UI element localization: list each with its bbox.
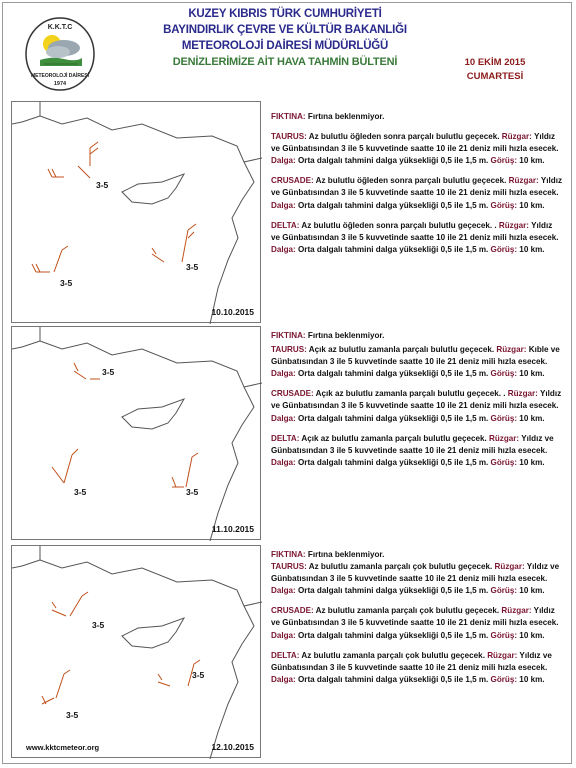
forecast-label: TAURUS:	[271, 132, 307, 142]
forecast-text: Orta dalgalı tahmini dalga yüksekliği 0,5 ile 1,5 m.	[295, 413, 491, 423]
forecast-text: Yıldız ve Günbatısından 3 ile 5 kuvvetinde saatte 10 ile 21 deniz mili hızla esecek.	[271, 389, 562, 411]
forecast-text: Orta dalgalı tahmini dalga yüksekliği 0,5 ile 1,5 m.	[295, 586, 491, 596]
forecast-label: Dalga:	[271, 457, 296, 467]
forecast-label: Görüş:	[490, 457, 518, 467]
forecast-label: Rüzgar:	[487, 650, 518, 660]
forecast-text-2	[271, 330, 563, 477]
forecast-text: Açık az bulutlu zamanla parçalı bulutlu geçecek.	[306, 345, 497, 355]
forecast-text: Yıldız ve Günbatısından 3 ile 5 kuvvetinde saatte 10 ile 21 deniz mili hızla esecek.	[271, 433, 554, 455]
forecast-label: Dalga:	[271, 156, 296, 166]
forecast-text: Az bulutlu zamanla parçalı çok bulutlu geçecek.	[299, 650, 488, 660]
forecast-label: Rüzgar:	[508, 176, 539, 186]
forecast-paragraph	[271, 175, 563, 211]
meteorology-logo	[22, 14, 98, 92]
wind-label-2-1: 3-5	[102, 367, 115, 377]
website-link[interactable]: www.kktcmeteor.org	[26, 743, 100, 752]
forecast-text: Orta dalgalı tahmini dalga yüksekliği 0,5 ile 1,5 m.	[295, 244, 491, 254]
forecast-text: Açık az bulutlu zamanla parçalı bulutlu geçecek. .	[313, 389, 508, 399]
forecast-label: CRUSADE:	[271, 389, 314, 399]
logo-bottom-text: METEOROLOJİ DAİRESİ	[30, 73, 90, 79]
forecast-paragraph	[271, 330, 563, 342]
bulletin-date	[440, 56, 550, 84]
forecast-paragraph	[271, 650, 563, 686]
wind-label-1-1: 3-5	[96, 180, 109, 190]
logo-top-text: K.K.T.C	[47, 24, 73, 31]
forecast-text: Az bulutlu öğleden sonra parçalı bulutlu geçecek. .	[299, 220, 499, 230]
forecast-text: Orta dalgalı tahmini dalga yüksekliği 0,5 ile 1,5 m.	[295, 156, 491, 166]
forecast-label: CRUSADE:	[271, 176, 314, 186]
forecast-label: Dalga:	[271, 369, 296, 379]
forecast-label: Dalga:	[271, 244, 296, 254]
forecast-paragraph	[271, 433, 563, 469]
wind-label-3-3: 3-5	[192, 670, 205, 680]
map-svg-2	[12, 327, 262, 541]
map-svg-3	[12, 546, 262, 759]
forecast-paragraph	[271, 388, 563, 424]
map-panel-3	[11, 545, 261, 758]
forecast-paragraph	[271, 344, 563, 380]
forecast-label: Dalga:	[271, 586, 296, 596]
forecast-text-1	[271, 111, 563, 264]
bulletin-date-text: 10 EKİM 2015	[464, 57, 526, 68]
forecast-label: Dalga:	[271, 413, 296, 423]
forecast-text: Az bulutlu öğleden sonra parçalı bulutlu geçecek.	[313, 176, 509, 186]
forecast-label: Rüzgar:	[498, 220, 530, 230]
header-ministry: BAYINDIRLIK ÇEVRE VE KÜLTÜR BAKANLIĞI	[163, 24, 407, 36]
forecast-label: Görüş:	[490, 369, 518, 379]
forecast-text: Kıble ve Günbatısından 3 ile 5 kuvvetinde saatte 10 ile 21 deniz mili hızla esecek.	[271, 345, 560, 367]
wind-label-2-3: 3-5	[186, 487, 199, 497]
forecast-paragraph	[271, 549, 563, 561]
forecast-text: Fırtına beklenmiyor.	[305, 550, 385, 559]
forecast-text: 10 km.	[517, 413, 545, 423]
forecast-label: Rüzgar:	[507, 389, 538, 399]
forecast-text: Yıldız ve Günbatısından 3 ile 5 kuvvetinde saatte 10 ile 21 deniz mili hızla esecek.	[271, 606, 559, 628]
header-department: METEOROLOJİ DAİRESİ MÜDÜRLÜĞÜ	[181, 40, 389, 52]
forecast-text: 10 km.	[517, 630, 545, 640]
forecast-label: Dalga:	[271, 200, 296, 210]
header-country: KUZEY KIBRIS TÜRK CUMHURİYETİ	[188, 8, 382, 20]
forecast-text: Orta dalgalı tahmini dalga yüksekliği 0,5 ile 1,5 m.	[295, 200, 491, 210]
forecast-label: Görüş:	[490, 413, 518, 423]
bulletin-day-text: CUMARTESİ	[466, 71, 524, 82]
forecast-text: 10 km.	[517, 200, 545, 210]
forecast-text: Az bulutlu zamanla parçalı çok bulutlu geçecek.	[313, 606, 502, 616]
forecast-label: Görüş:	[490, 156, 518, 166]
forecast-text: Fırtına beklenmiyor.	[305, 331, 385, 340]
panel-date-1: 10.10.2015	[211, 307, 254, 317]
map-panel-2	[11, 326, 261, 540]
panel-date-3: 12.10.2015	[211, 742, 254, 752]
forecast-text: 10 km.	[517, 457, 545, 467]
forecast-label: Görüş:	[490, 200, 518, 210]
forecast-label: Dalga:	[271, 674, 296, 684]
forecast-label: Rüzgar:	[494, 562, 525, 572]
forecast-text: Açık az bulutlu zamanla parçalı bulutlu geçecek.	[299, 433, 489, 443]
forecast-paragraph	[271, 561, 563, 597]
wind-label-3-2: 3-5	[66, 710, 79, 720]
forecast-label: Görüş:	[490, 586, 518, 596]
forecast-label: TAURUS:	[271, 562, 307, 572]
logo-year: 1974	[53, 81, 67, 87]
forecast-text: 10 km.	[517, 586, 545, 596]
forecast-text: 10 km.	[517, 369, 545, 379]
forecast-label: Rüzgar:	[501, 606, 532, 616]
forecast-paragraph	[271, 220, 563, 256]
forecast-text-3	[271, 549, 563, 694]
forecast-text: Yıldız ve Günbatısından 3 ile 5 kuvvetinde saatte 10 ile 21 deniz mili hızla esecek.	[271, 176, 562, 198]
forecast-label: DELTA:	[271, 650, 300, 660]
forecast-label: DELTA:	[271, 433, 300, 443]
forecast-text: Orta dalgalı tahmini dalga yüksekliği 0,5 ile 1,5 m.	[295, 630, 491, 640]
wind-label-1-2: 3-5	[60, 278, 73, 288]
forecast-paragraph	[271, 605, 563, 641]
forecast-label: Rüzgar:	[489, 433, 520, 443]
forecast-text: 10 km.	[517, 156, 545, 166]
forecast-label: Görüş:	[490, 244, 518, 254]
forecast-text: Az bulutlu öğleden sonra parçalı bulutlu geçecek.	[306, 132, 502, 142]
map-svg-1	[12, 102, 262, 324]
panel-date-2: 11.10.2015	[211, 524, 254, 534]
forecast-label: DELTA:	[271, 220, 300, 230]
forecast-label: Görüş:	[490, 674, 518, 684]
forecast-text: Yıldız ve Günbatısından 3 ile 5 kuvvetinde saatte 10 ile 21 deniz mili hızla esecek.	[271, 650, 552, 672]
map-panel-1	[11, 101, 261, 323]
forecast-label: TAURUS:	[271, 345, 307, 355]
wind-label-2-2: 3-5	[74, 487, 87, 497]
forecast-text: Yıldız ve Günbatısından 3 ile 5 kuvvetinde saatte 10 ile 21 deniz mili hızla esecek.	[271, 132, 559, 154]
forecast-text: Az bulutlu zamanla parçalı çok bulutlu geçecek.	[306, 562, 495, 572]
forecast-paragraph	[271, 131, 563, 167]
wind-label-3-1: 3-5	[92, 620, 105, 630]
forecast-label: Görüş:	[490, 630, 518, 640]
forecast-label: Dalga:	[271, 630, 296, 640]
forecast-text: 10 km.	[517, 244, 545, 254]
forecast-text: Orta dalgalı tahmini dalga yüksekliği 0,5 ile 1,5 m.	[295, 369, 491, 379]
forecast-text: Fırtına beklenmiyor.	[305, 112, 385, 121]
wind-label-1-3: 3-5	[186, 262, 199, 272]
forecast-label: FIKTINA:	[271, 331, 306, 340]
forecast-label: Rüzgar:	[501, 132, 532, 142]
forecast-text: Yıldız ve Günbatısından 3 ile 5 kuvvetinde saatte 10 ile 21 deniz mili hızla esecek.	[271, 220, 559, 242]
forecast-label: CRUSADE:	[271, 606, 314, 616]
forecast-label: Rüzgar:	[496, 345, 527, 355]
forecast-paragraph	[271, 111, 563, 123]
header-bulletin-title: DENİZLERİMİZE AİT HAVA TAHMİN BÜLTENİ	[172, 56, 398, 68]
forecast-label: FIKTINA:	[271, 550, 306, 559]
forecast-text: Yıldız ve Günbatısından 3 ile 5 kuvvetinde saatte 10 ile 21 deniz mili hızla esecek.	[271, 562, 560, 584]
forecast-label: FIKTINA:	[271, 112, 306, 121]
forecast-text: Orta dalgalı tahmini dalga yüksekliği 0,5 ile 1,5 m.	[295, 674, 491, 684]
forecast-text: 10 km.	[517, 674, 545, 684]
forecast-text: Orta dalgalı tahmini dalga yüksekliği 0,5 ile 1,5 m.	[295, 457, 491, 467]
